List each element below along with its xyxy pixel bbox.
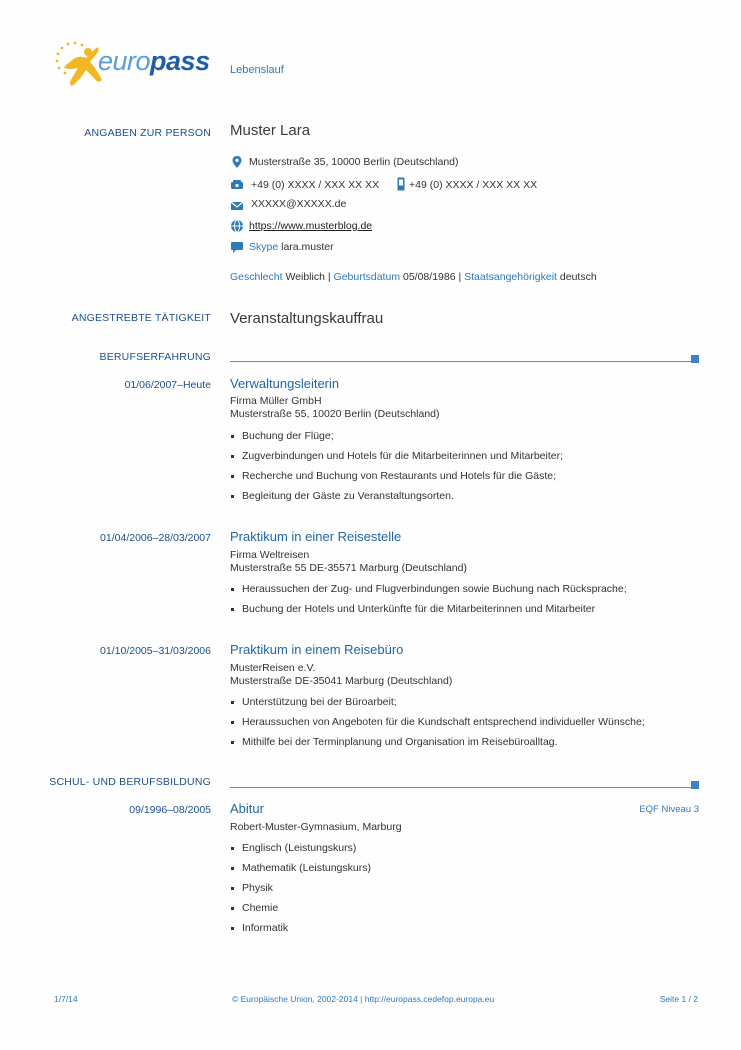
footer-page-number: Seite 1 / 2 [659, 994, 698, 1004]
europass-logo [52, 40, 217, 90]
list-item: Mathematik (Leistungskurs) [230, 858, 371, 878]
doc-type: Lebenslauf [230, 64, 284, 76]
list-item: Informatik [230, 918, 371, 938]
exp-address: Musterstraße 55, 10020 Berlin (Deutschland) [230, 408, 440, 420]
exp-dates: 01/06/2007–Heute [124, 379, 211, 391]
section-divider-square [691, 355, 699, 363]
edu-dates: 09/1996–08/2005 [129, 804, 211, 816]
list-item: Begleitung der Gäste zu Veranstaltungsorten. [230, 486, 563, 506]
website-globe-icon [230, 219, 244, 233]
exp-title: Praktikum in einem Reisebüro [230, 642, 404, 657]
edu-bullets [230, 838, 371, 938]
exp-bullets [230, 692, 645, 752]
list-item: Buchung der Flüge; [230, 426, 563, 446]
exp-address: Musterstraße DE-35041 Marburg (Deutschland) [230, 675, 453, 687]
exp-dates: 01/04/2006–28/03/2007 [100, 532, 211, 544]
section-label-desired: ANGESTREBTE TÄTIGKEIT [71, 312, 211, 324]
im-label: Skype [249, 241, 279, 253]
list-item: Zugverbindungen und Hotels für die Mitarbeiterinnen und Mitarbeiter; [230, 446, 563, 466]
desired-position: Veranstaltungskauffrau [230, 310, 384, 327]
exp-bullets [230, 579, 627, 619]
separator: | [458, 271, 462, 283]
gender-value: Weiblich [285, 271, 325, 283]
mobile-icon [396, 177, 406, 191]
email[interactable]: XXXXX@XXXXX.de [251, 198, 347, 210]
list-item: Chemie [230, 898, 371, 918]
address: Musterstraße 35, 10000 Berlin (Deutschland) [249, 156, 459, 168]
list-item: Buchung der Hotels und Unterkünfte für die Mitarbeiterinnen und Mitarbeiter [230, 599, 627, 619]
location-pin-icon [230, 155, 244, 169]
nationality-label: Staatsangehörigkeit [464, 271, 557, 283]
exp-bullets [230, 426, 563, 506]
chat-bubble-icon [230, 240, 244, 254]
nationality-value: deutsch [559, 271, 597, 283]
edu-school: Robert-Muster-Gymnasium, Marburg [230, 821, 402, 833]
section-label-personal: ANGABEN ZUR PERSON [84, 127, 211, 139]
footer-copyright: © Europäische Union, 2002-2014 | http://europass.cedefop.europa.eu [232, 994, 495, 1004]
edu-title: Abitur [230, 801, 264, 816]
section-divider-square [691, 781, 699, 789]
list-item: Unterstützung bei der Büroarbeit; [230, 692, 645, 712]
edu-level: EQF Niveau 3 [639, 804, 699, 815]
separator: | [327, 271, 331, 283]
exp-title: Verwaltungsleiterin [230, 376, 340, 391]
list-item: Physik [230, 878, 371, 898]
instant-messaging [249, 241, 334, 253]
section-label-education: SCHUL- UND BERUFSBILDUNG [49, 776, 211, 788]
exp-employer: MusterReisen e.V. [230, 662, 316, 674]
list-item: Recherche und Buchung von Restaurants und Hotels für die Gäste; [230, 466, 563, 486]
exp-title: Praktikum in einer Reisestelle [230, 529, 402, 544]
section-divider [230, 787, 696, 788]
logo-text-euro: euro [98, 46, 151, 76]
person-name: Muster Lara [230, 122, 311, 139]
list-item: Englisch (Leistungskurs) [230, 838, 371, 858]
email-envelope-icon [230, 199, 244, 213]
section-label-experience: BERUFSERFAHRUNG [99, 351, 211, 363]
mobile: +49 (0) XXXX / XXX XX XX [409, 179, 538, 191]
exp-dates: 01/10/2005–31/03/2006 [100, 645, 211, 657]
website-link[interactable]: https://www.musterblog.de [249, 220, 373, 232]
footer-date: 1/7/14 [54, 994, 78, 1004]
logo-text-pass: pass [150, 46, 210, 76]
list-item: Heraussuchen von Angeboten für die Kundschaft entsprechend individueller Wünsche; [230, 712, 645, 732]
exp-employer: Firma Müller GmbH [230, 395, 322, 407]
birth-label: Geburtsdatum [333, 271, 401, 283]
phone: +49 (0) XXXX / XXX XX XX [251, 179, 380, 191]
gender-label: Geschlecht [230, 271, 283, 283]
birth-value: 05/08/1986 [403, 271, 456, 283]
personal-details-line [230, 271, 597, 283]
list-item: Mithilfe bei der Terminplanung und Organisation im Reisebüroalltag. [230, 732, 645, 752]
exp-address: Musterstraße 55 DE-35571 Marburg (Deutschland) [230, 562, 467, 574]
list-item: Heraussuchen der Zug- und Flugverbindungen sowie Buchung nach Rücksprache; [230, 579, 627, 599]
im-value: lara.muster [281, 241, 334, 253]
exp-employer: Firma Weltreisen [230, 549, 310, 561]
section-divider [230, 361, 696, 362]
phone-icon [230, 178, 244, 192]
